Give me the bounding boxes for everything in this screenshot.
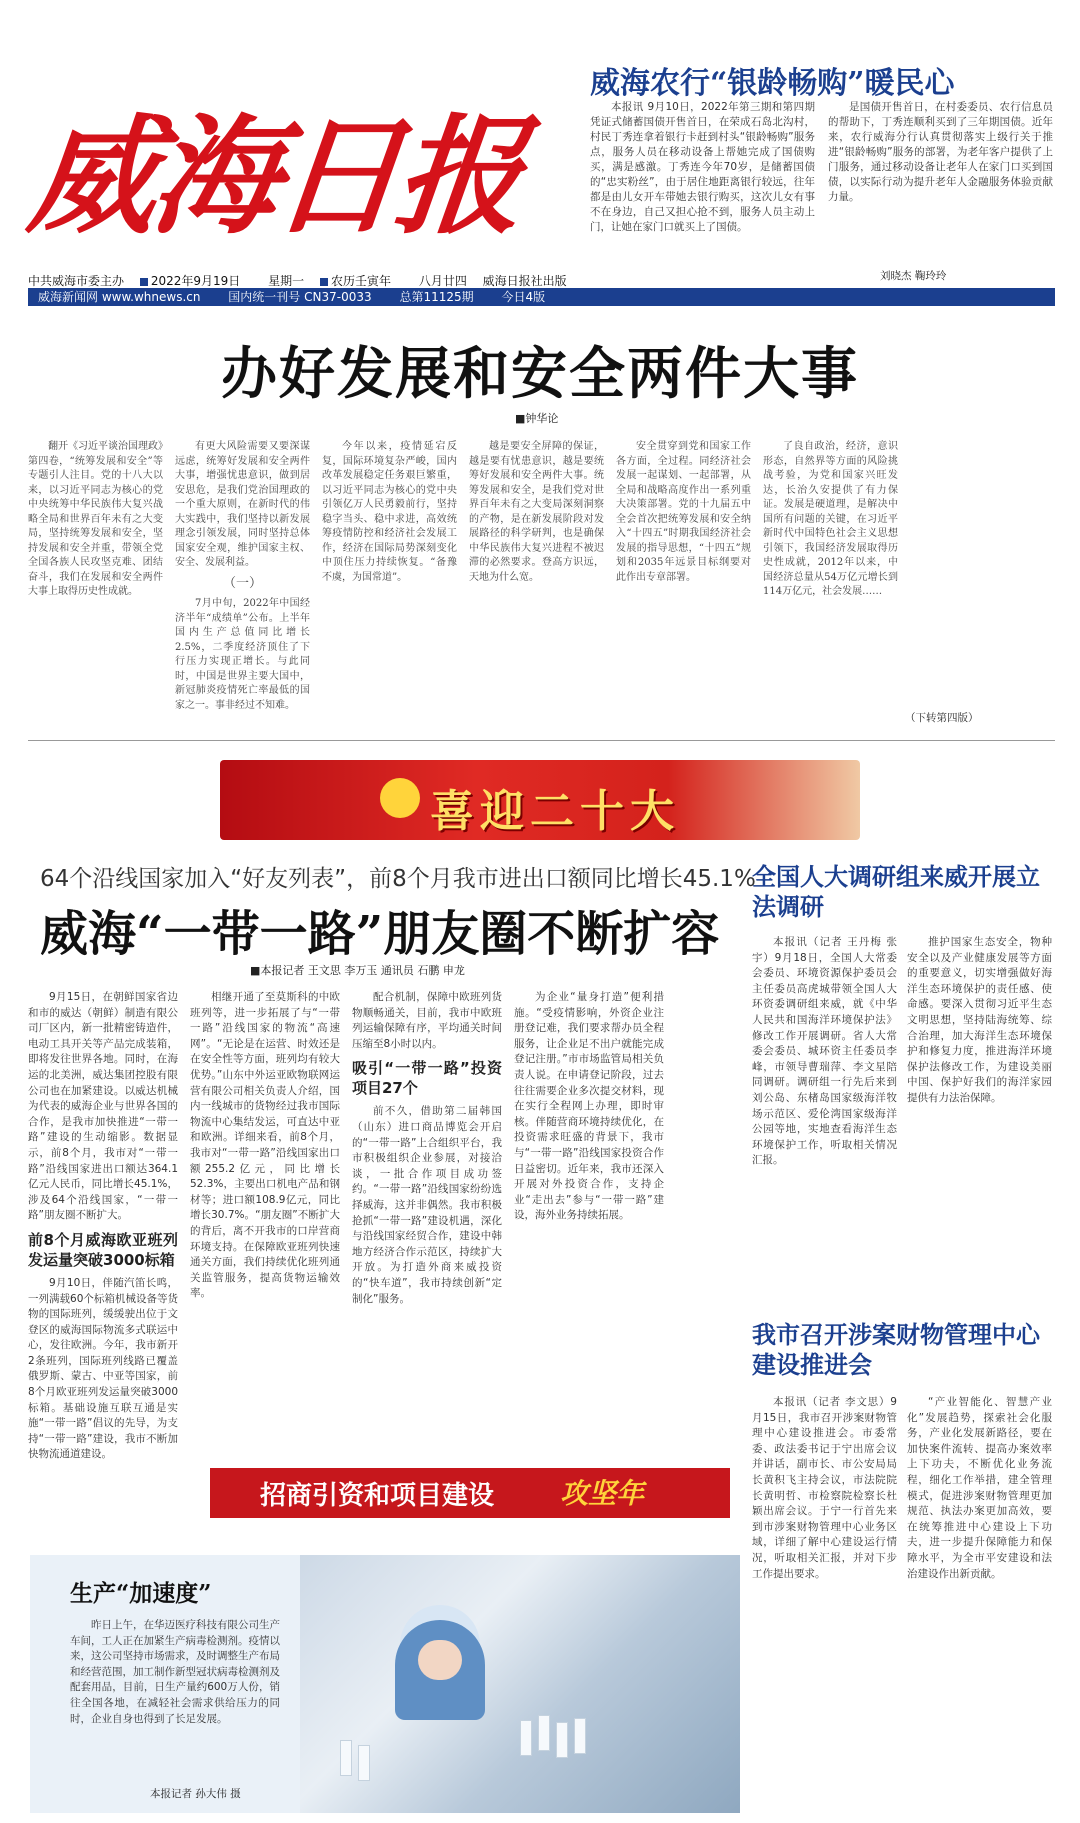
belt-road-text-4: 为企业“量身打造”便利措施。“受疫情影响，外资企业注册登记难，我们要求帮办员全程服务，让企业足不出户就能完成登记注册。”市市场监管局相关负责人说。在申请登记阶段，过去往往需要企业多次提交材料，现在实行全程网上办理，即时审核。伴随营商环境持续优化，在投资需求旺盛的背景下，我市与“一带一路”沿线国家投资合作日益密切。近年来，我市还深入开展对外投资合作，支持企业“走出去”参与“一带一路”建设，海外业务持续拓展。 — [514, 991, 664, 1222]
commentary-col-4 — [469, 440, 604, 725]
commentary-text-5: 越是要安全屏障的保证，越是要有忧患意识，越是要统筹好发展和安全两件大事。统筹发展和安全，是我们党对世界百年未有之大变局深刻洞察的产物，是在新发展阶段对发展路径的科学研判，也是确保中华民族伟大复兴进程不被迟滞的必然要求。登高方识远，天地为什么宽。 — [469, 441, 604, 583]
right-news-1-text-1: 本报讯（记者 王丹梅 张宇）9月18日，全国人大常委会委员、环境资源保护委员会主任委员高虎城带领全国人大环资委调研组来威，就《中华人民共和国海洋环境保护法》修改工作开展调研。省人大常委会委员、城环资主任委员李峰，市领导曹瑞萍、李文星陪同调研。调研组一行先后来到刘公岛、东楮岛国家级海洋牧场示范区、爱伦湾国家级海洋公园等地，实地查看海洋生态环境保护工作，听取相关情况汇报。 — [752, 936, 897, 1167]
top-right-text-1: 本报讯 9月10日，2022年第三期和第四期凭证式储蓄国债开售首日，在荣成石岛北沟村，村民丁秀连拿着银行卡赶到村头“银龄畅购”服务点，服务人员在移动设备上帮她完成了国债购买，满是感激。丁秀连今年70岁，是储蓄国债的“忠实粉丝”，由于居住地距离银行较远，往年都是由儿女开车带她去银行购买，这次儿女有事不在身边，自己又担心抢不到，服务人员主动上门，让她在家门口就买上了国债。 — [590, 101, 815, 233]
belt-road-headline[interactable]: 威海“一带一路”朋友圈不断扩容 — [40, 906, 720, 962]
lunar-day: 八月廿四 — [418, 274, 467, 288]
photo-credit: 本报记者 孙大伟 摄 — [150, 1788, 241, 1800]
issue-info — [28, 272, 568, 289]
right-news-2-col-2 — [907, 1395, 1052, 1810]
top-right-headline[interactable]: 威海农行“银龄畅购”暖民心 — [590, 66, 955, 101]
right-news-1-headline[interactable]: 全国人大调研组来威开展立法调研 — [752, 862, 1040, 921]
belt-road-text-1: 9月15日，在朝鲜国家省边和市的威达（朝鲜）制造有限公司厂区内，新一批精密铸造件，电动工具开关等产品完成装箱，即将发往世界各地。同时，在海运的北美洲，威达集团控股有限公司也在加紧建设。以威达机械为代表的威海企业与世界各国的合作，是我市加快推进“一带一路”建设的生动缩影。数据显示，前8个月，我市对“一带一路”沿线国家进出口额达364.1亿元人民币，同比增长45.1%，涉及64个沿线国家，“一带一路”朋友圈不断扩大。 — [28, 991, 178, 1222]
divider — [28, 740, 1055, 741]
party-emblem-icon — [380, 778, 420, 818]
right-news-2-col-1 — [752, 1395, 897, 1810]
top-right-byline: 刘晓杰 鞠玲玲 — [880, 270, 947, 282]
belt-road-text-1b: 9月10日，伴随汽笛长鸣，一列满载60个标箱机械设备等货物的国际班列，缓缓驶出位于文登区的威海国际物流多式联运中心，发往欧洲。今年，我市新开2条班列，国际班列线路已覆盖俄罗斯、蒙古、中亚等国家，前8个月欧亚班列发运量突破3000标箱。基础设施互联互通是实施“一带一路”倡议的先导，为支持“一带一路”建设，我市不断加快物流通道建设。 — [28, 1276, 178, 1460]
issue-total: 总第11125期 — [399, 290, 474, 304]
belt-road-text-3b: 前不久，借助第二届韩国（山东）进口商品博览会开启的“一带一路”上合组织平台，我市积极组织企业参展，对接洽谈，一批合作项目成功签约。“一带一路”沿线国家纷纷选择威海，这并非偶然。我市积极抢抓“一带一路”建设机遇，深化与沿线国家经贸合作，建设中韩地方经济合作示范区，持续扩大开放。为打造外商来威投资的“快车道”，我市持续创新“定制化”服务。 — [352, 1105, 502, 1305]
page-count: 今日4版 — [501, 290, 546, 304]
right-news-1-col-2 — [907, 935, 1052, 1310]
commentary-text-2: 有更大风险需要又要深谋远虑，统筹好发展和安全两件大事，增强忧患意识，做到居安思危，是我们党治国理政的一个重大原则，在新时代的伟大实践中，我们坚持以新发展理念引领发展，同时坚持总体国家安全观，维护国家主权、安全、发展利益。 — [175, 441, 310, 568]
right-news-2-headline[interactable]: 我市召开涉案财物管理中心建设推进会 — [752, 1320, 1040, 1379]
main-headline[interactable]: 办好发展和安全两件大事 — [221, 341, 859, 407]
top-right-col-2 — [828, 100, 1053, 270]
belt-road-col-1 — [28, 990, 178, 1460]
belt-road-col-2 — [190, 990, 340, 1460]
belt-road-col-4 — [514, 990, 664, 1460]
press: 威海日报社出版 — [482, 274, 567, 288]
photo-story-title[interactable]: 生产“加速度” — [70, 1580, 212, 1607]
commentary-text-3: 7月中旬，2022年中国经济半年“成绩单”公布。上半年国内生产总值同比增长2.5%，二季度经济顶住了下行压力实现正增长。与此同时，中国是世界主要大国中，新冠肺炎疫情死亡率最低的国家之一。事非经过不知难。 — [175, 598, 310, 711]
right-news-2-text-2: “产业智能化、智慧产业化”发展趋势，探索社会化服务，产业化发展新路径，要在加快案件流转、提高办案效率上下功夫，不断优化业务流程，细化工作举措，建全管理模式，促进涉案财物管理更加规范、执法办案更加高效，要在统筹推进中心建设上下功夫，进一步提升保障能力和保障水平，为全市平安建设和法治建设作出新贡献。 — [907, 1396, 1052, 1580]
photo-story-text — [70, 1618, 280, 1798]
belt-road-text-2: 相继开通了至莫斯科的中欧班列等，进一步拓展了与“一带一路”沿线国家的物流“高速网”。“无论是在运营、时效还是在安全性等方面，班列均有较大优势。”山东中外运亚欧物联网运营有限公司相关负责人介绍，国内一线城市的货物经过我市国际物流中心集结发运，可直达中亚和欧洲。详细来看，前8个月，我市对“一带一路”沿线国家出口额255.2亿元，同比增长52.3%，主要出口机电产品和钢材等；进口额108.9亿元，同比增长30.7%。“朋友圈”不断扩大的背后，离不开我市的口岸营商环境支持。在保障欧亚班列快速通关方面，我们持续优化班列通关监管服务，提高货物运输效率。 — [190, 991, 340, 1300]
top-right-text-2: 是国债开售首日，在村委委员、农行信息员的帮助下，丁秀连顺利买到了三年期国债。近年来，农行威海分行认真贯彻落实上级行关于推进“银龄畅购”服务的部署，为老年客户提供了上门服务，通过移动设备让老年人在家门口买到国债，以实际行动为提升老年人金融服务体验贡献力量。 — [828, 101, 1053, 203]
issue-date: 2022年9月19日 — [150, 274, 241, 288]
issue-weekday: 星期一 — [268, 274, 305, 288]
commentary-col-3 — [322, 440, 457, 725]
lunar-year: 农历壬寅年 — [330, 274, 391, 288]
masthead — [22, 85, 600, 270]
top-right-col-1 — [590, 100, 815, 270]
right-news-1-text-2: 推护国家生态安全，物种安全以及产业健康发展等方面的重要意义，切实增强做好海洋生态环境保护的责任感、使命感。要深入贯彻习近平生态文明思想，坚持陆海统筹、综合治理，加大海洋生态环境保护和修复力度，推进海洋环境保护法修改工作，为建设美丽中国、保护好我们的海洋家园提供有力法治保障。 — [907, 936, 1052, 1104]
continued-note[interactable]: （下转第四版） — [905, 712, 979, 724]
bottle-shape — [538, 1715, 550, 1751]
main-author: ■钟华论 — [515, 412, 559, 425]
photo-story-body: 昨日上午，在华迈医疗科技有限公司生产车间，工人正在加紧生产病毒检测剂。疫情以来，这公司坚持市场需求，及时调整生产布局和经营范围，加工制作新型冠状病毒检测剂及配套用品，目前，日生产量约600万人份，销往全国各地，在减轻社会需求供给压力的同时，企业自身也得到了长足发展。 — [70, 1619, 280, 1725]
commentary-text-6: 安全贯穿到党和国家工作各方面，全过程。同经济社会发展一起谋划、一起部署，从全局和战略高度作出一系列重大决策部署。党的十九届五中全会首次把统筹发展和安全纳入“十四五”时期我国经济社会发展的指导思想，“十四五”规划和2035年远景目标纲要对此作出专章部署。 — [616, 441, 751, 583]
commentary-col-1 — [28, 440, 163, 725]
commentary-text-4: 今年以来，疫情延宕反复，国际环境复杂严峻，国内改革发展稳定任务艰巨繁重，以习近平同志为核心的党中央引领亿万人民勇毅前行，坚持稳字当头、稳中求进，高效统筹疫情防控和经济社会发展工作，经济在国际局势深刻变化中顶住压力持续恢复。“备豫不虞，为国常道”。 — [322, 441, 457, 583]
banner-celebrate-text: 喜迎二十大 — [430, 786, 680, 837]
commentary-text-1: 翻开《习近平谈治国理政》第四卷，“统筹发展和安全”等专题引人注目。党的十八大以来，以习近平同志为核心的党中央统筹中华民族伟大复兴战略全局和世界百年未有之大变局，坚持统筹发展和安全，坚持发展和安全并重，带领全党全国各族人民攻坚克难、团结奋斗，我们在发展和安全两件大事上取得历史性成就。 — [28, 441, 163, 597]
issn: 国内统一刊号 CN37-0033 — [228, 290, 372, 304]
belt-road-subhead: 64个沿线国家加入“好友列表”，前8个月我市进出口额同比增长45.1% — [40, 866, 756, 892]
publisher: 中共威海市委主办 — [28, 274, 125, 288]
bottle-shape — [520, 1720, 532, 1756]
section-number: （一） — [222, 575, 262, 591]
bottle-shape — [340, 1740, 352, 1776]
commentary-text-7: 了良自政治，经济，意识形态，自然界等方面的风险挑战考验，为党和国家兴旺发达，长治久安提供了有力保证。发展是硬道理，是解决中国所有问题的关键，在习近平新时代中国特色社会主义思想引领下，我国经济发展取得历史性成就，2012年以来，中国经济总量从54万亿元增长到114万亿元，社会发展…… — [763, 441, 898, 597]
bottle-shape — [358, 1745, 370, 1781]
newspaper-title: 威海日报 — [22, 102, 526, 252]
commentary-col-2 — [175, 440, 310, 725]
worker-face — [418, 1640, 462, 1680]
commentary-col-5 — [616, 440, 751, 725]
bottle-shape — [556, 1722, 568, 1758]
belt-road-author: ■本报记者 王文思 李万玉 通讯员 石鹏 申龙 — [250, 964, 465, 977]
right-news-2-text-1: 本报讯（记者 李文思）9月15日，我市召开涉案财物管理中心建设推进会。市委常委、政法委书记于宁出席会议并讲话，副市长、市公安局局长黄积飞主持会议，市法院院长黄明哲、市检察院检察长杜颖出席会议。于宁一行首先来到市涉案财物管理中心业务区域，详细了解中心建设运行情况，听取相关汇报，并对下步工作提出要求。 — [752, 1396, 897, 1580]
right-news-1-col-1 — [752, 935, 897, 1310]
belt-road-subtitle-1: 前8个月威海欧亚班列发运量突破3000标箱 — [28, 1230, 178, 1269]
website[interactable]: 威海新闻网 www.whnews.cn — [38, 290, 201, 304]
banner-investment-tag: 攻坚年 — [560, 1477, 645, 1510]
info-bar — [28, 288, 1055, 306]
belt-road-subtitle-2: 吸引“一带一路”投资项目27个 — [352, 1059, 502, 1098]
banner-investment-text: 招商引资和项目建设 — [260, 1481, 495, 1511]
belt-road-col-3 — [352, 990, 502, 1460]
belt-road-text-3: 配合机制，保障中欧班列货物顺畅通关，目前，我市中欧班列运输保障有序，平均通关时间压缩至8小时以内。 — [352, 991, 502, 1050]
bottle-shape — [574, 1718, 586, 1754]
commentary-col-6 — [763, 440, 898, 725]
